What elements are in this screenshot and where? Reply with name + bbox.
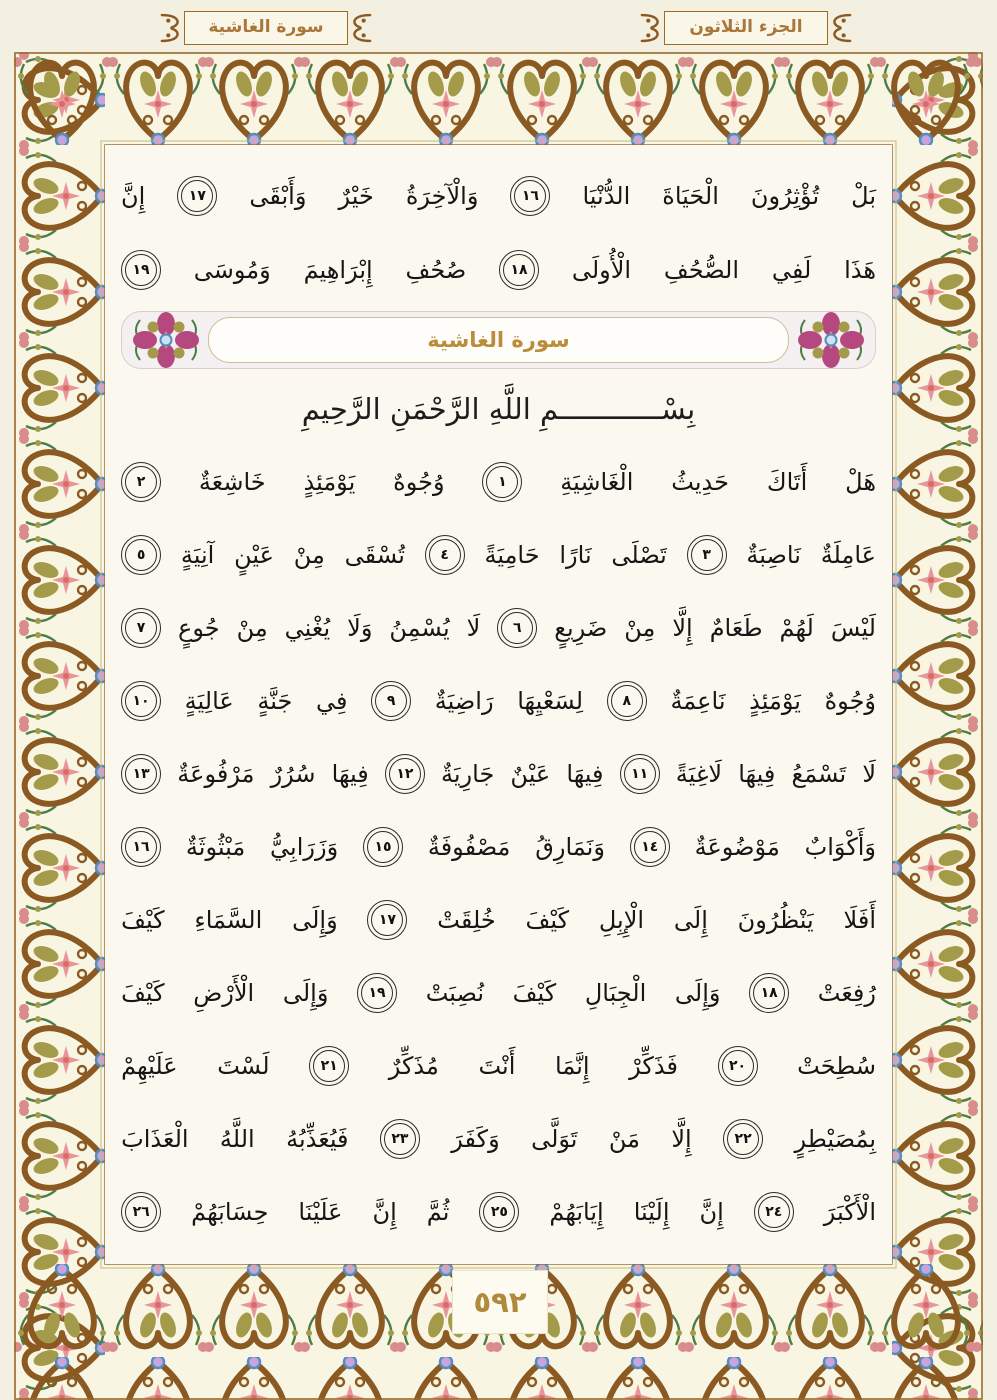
verse-number: ٢٦ bbox=[125, 1196, 157, 1228]
verse-number-badge bbox=[309, 1046, 349, 1086]
quran-word: الْأُولَى bbox=[571, 256, 632, 284]
quran-word: آنِيَةٍ bbox=[180, 540, 215, 569]
quran-word: فِيهَا bbox=[738, 759, 776, 788]
quran-word: بَلْ bbox=[851, 182, 876, 210]
verse-number-badge bbox=[482, 462, 522, 502]
quran-word: عَالِيَةٍ bbox=[184, 686, 234, 715]
bismillah: بِسْــــــــــــمِ اللَّهِ الرَّحْمَنِ الرَّحِيمِ bbox=[301, 392, 696, 426]
quran-word: وَكَفَرَ bbox=[451, 1124, 500, 1153]
quran-word: إِلَيْنَا bbox=[633, 1197, 670, 1226]
verse-number: ٢٠ bbox=[722, 1050, 754, 1082]
quran-word: نَاصِبَةٌ bbox=[746, 540, 801, 569]
quran-word: مَوْضُوعَةٌ bbox=[694, 832, 780, 861]
quran-word: تُؤْثِرُونَ bbox=[750, 182, 820, 210]
verse-number-badge bbox=[357, 973, 397, 1013]
quran-word: مَرْفُوعَةٌ bbox=[177, 759, 255, 788]
quran-word: رُفِعَتْ bbox=[817, 978, 876, 1007]
verse-number-badge bbox=[754, 1192, 794, 1232]
quran-word: هَلْ bbox=[845, 467, 876, 496]
verse-number: ١٦ bbox=[514, 180, 546, 212]
quran-word: تَسْمَعُ bbox=[791, 759, 847, 788]
heart-bracket-icon bbox=[348, 10, 372, 46]
verse-number-badge bbox=[177, 176, 217, 216]
verse-number-badge bbox=[479, 1192, 519, 1232]
quran-word: سُطِحَتْ bbox=[797, 1051, 876, 1080]
verse-number: ١٨ bbox=[503, 254, 535, 286]
verse-number-badge bbox=[371, 681, 411, 721]
quran-word: لَا bbox=[466, 613, 481, 642]
quran-word: وُجُوهٌ bbox=[393, 467, 445, 496]
verse-number-badge bbox=[510, 176, 550, 216]
verse-number-badge bbox=[121, 827, 161, 867]
page-number: ٥٩٢ bbox=[452, 1270, 548, 1334]
verse-number: ٢١ bbox=[313, 1050, 345, 1082]
quran-word: لَسْتَ bbox=[217, 1051, 270, 1080]
quran-word: إِبْرَاهِيمَ bbox=[303, 256, 373, 284]
banner-frame bbox=[121, 311, 876, 369]
verse-line bbox=[121, 664, 876, 737]
verse-number: ٩ bbox=[375, 685, 407, 717]
quran-word: مِنْ bbox=[293, 540, 325, 569]
surah-title-banner bbox=[121, 307, 876, 373]
quran-word: خُلِقَتْ bbox=[437, 905, 496, 934]
verse-number: ٢٤ bbox=[758, 1196, 790, 1228]
quran-word: جَارِيَةٌ bbox=[441, 759, 495, 788]
banner-title-capsule bbox=[208, 317, 789, 363]
quran-word: رَاضِيَةٌ bbox=[434, 686, 494, 715]
quran-word: نَارًا bbox=[559, 540, 592, 569]
quran-word: حِسَابَهُمْ bbox=[191, 1197, 269, 1226]
juz-label: الجزء الثلاثون bbox=[664, 11, 828, 45]
quran-word: إِلَّا bbox=[671, 1124, 692, 1153]
verse-number-badge bbox=[718, 1046, 758, 1086]
quran-word: جُوعٍ bbox=[178, 613, 220, 642]
quran-word: الْأَكْبَرَ bbox=[823, 1197, 876, 1226]
quran-word: أَنْتَ bbox=[478, 1051, 516, 1080]
juz-cartouche bbox=[640, 8, 852, 48]
verse-line bbox=[121, 445, 876, 518]
verse-number-badge bbox=[121, 250, 161, 290]
quran-word: لَاغِيَةً bbox=[675, 759, 723, 788]
verse-line bbox=[121, 159, 876, 233]
heart-bracket-icon bbox=[160, 10, 184, 46]
quran-word: يَوْمَئِذٍ bbox=[749, 686, 801, 715]
verse-number-badge bbox=[363, 827, 403, 867]
quran-word: حَدِيثُ bbox=[671, 467, 729, 496]
quran-word: كَيْفَ bbox=[121, 978, 165, 1007]
verse-line bbox=[121, 1102, 876, 1175]
quran-word: أَتَاكَ bbox=[766, 467, 808, 496]
quran-word: جَنَّةٍ bbox=[257, 686, 293, 715]
quran-word: سُرُرٌ bbox=[270, 759, 316, 788]
verse-number-badge bbox=[385, 754, 425, 794]
heart-bracket-icon bbox=[640, 10, 664, 46]
quran-word: إِيَابَهُمْ bbox=[549, 1197, 604, 1226]
verse-number: ٨ bbox=[611, 685, 643, 717]
verse-number-badge bbox=[607, 681, 647, 721]
quran-word: مُذَكِّرٌ bbox=[388, 1051, 439, 1080]
quran-word: وَأَكْوَابٌ bbox=[804, 832, 876, 861]
verse-number-badge bbox=[425, 535, 465, 575]
quran-word: إِنَّ bbox=[699, 1197, 724, 1226]
quran-word: عَلَيْنَا bbox=[298, 1197, 343, 1226]
verse-number-badge bbox=[121, 462, 161, 502]
surah-name-cartouche bbox=[160, 8, 372, 48]
quran-word: إِلَّا bbox=[672, 613, 693, 642]
quran-word: وَنَمَارِقُ bbox=[535, 832, 605, 861]
quran-word: إِنَّ bbox=[121, 182, 146, 210]
quran-word: إِلَى bbox=[673, 905, 708, 934]
quran-word: مَنْ bbox=[608, 1124, 640, 1153]
quran-word: يَوْمَئِذٍ bbox=[303, 467, 356, 496]
verse-number-badge bbox=[499, 250, 539, 290]
verse-line bbox=[121, 591, 876, 664]
quran-word: وُجُوهٌ bbox=[824, 686, 876, 715]
quran-word: نَاعِمَةٌ bbox=[670, 686, 726, 715]
quran-word: هَذَا bbox=[844, 256, 876, 284]
quran-word: إِنَّ bbox=[372, 1197, 397, 1226]
quran-word: حَامِيَةً bbox=[484, 540, 540, 569]
quran-word: أَفَلَا bbox=[843, 905, 876, 934]
quran-word: يُسْمِنُ bbox=[389, 613, 450, 642]
verse-number-badge bbox=[121, 1192, 161, 1232]
verse-line bbox=[121, 956, 876, 1029]
verse-number: ١٦ bbox=[125, 831, 157, 863]
verse-number: ١٧ bbox=[181, 180, 213, 212]
verse-number: ٢٥ bbox=[483, 1196, 515, 1228]
verse-number: ١٩ bbox=[125, 254, 157, 286]
quran-word: اللَّهُ bbox=[219, 1124, 255, 1153]
quran-word: طَعَامٌ bbox=[709, 613, 763, 642]
quran-word: ثُمَّ bbox=[426, 1197, 450, 1226]
quran-word: تَصْلَى bbox=[611, 540, 667, 569]
quran-word: وَإِلَى bbox=[282, 978, 329, 1007]
quran-word: مَصْفُوفَةٌ bbox=[427, 832, 511, 861]
quran-word: خَيْرٌ bbox=[338, 182, 374, 210]
quran-word: وَإِلَى bbox=[674, 978, 721, 1007]
quran-word: لَيْسَ bbox=[830, 613, 876, 642]
quran-word: فِيهَا bbox=[566, 759, 604, 788]
quran-word: يَنْظُرُونَ bbox=[737, 905, 814, 934]
quran-word: لِسَعْيِهَا bbox=[517, 686, 584, 715]
quran-word: عَيْنٌ bbox=[510, 759, 551, 788]
verse-number-badge bbox=[723, 1119, 763, 1159]
verse-line bbox=[121, 518, 876, 591]
quran-word: صُحُفِ bbox=[405, 256, 467, 284]
verse-number: ٥ bbox=[125, 539, 157, 571]
surah-name-label: سورة الغاشية bbox=[184, 11, 348, 45]
verse-number-badge bbox=[367, 900, 407, 940]
verse-line bbox=[121, 233, 876, 307]
surah-title: سورة الغاشية bbox=[427, 328, 570, 352]
quran-word: مِنْ bbox=[624, 613, 656, 642]
quran-word: فِيهَا bbox=[331, 759, 369, 788]
quran-word: وَالْآخِرَةُ bbox=[405, 182, 479, 210]
quran-word: الْحَيَاةَ bbox=[662, 182, 719, 210]
quran-word: ضَرِيعٍ bbox=[554, 613, 608, 642]
quran-word: تَوَلَّى bbox=[531, 1124, 578, 1153]
verse-number: ٢٢ bbox=[727, 1123, 759, 1155]
heart-bracket-icon bbox=[828, 10, 852, 46]
quran-word: كَيْفَ bbox=[512, 978, 557, 1007]
quran-word: عَلَيْهِمْ bbox=[121, 1051, 178, 1080]
quran-word: الْإِبِلِ bbox=[598, 905, 645, 934]
verse-number-badge bbox=[497, 608, 537, 648]
verse-number: ١٧ bbox=[371, 904, 403, 936]
verse-number: ٢ bbox=[125, 466, 157, 498]
verse-line bbox=[121, 883, 876, 956]
verse-number: ١٠ bbox=[125, 685, 157, 717]
quran-word: إِنَّمَا bbox=[555, 1051, 590, 1080]
quran-word: الْعَذَابَ bbox=[121, 1124, 189, 1153]
verse-number: ١٥ bbox=[367, 831, 399, 863]
quran-word: وَلَا bbox=[347, 613, 373, 642]
verse-number: ٢٣ bbox=[384, 1123, 416, 1155]
verse-number: ١٩ bbox=[361, 977, 393, 1009]
verse-number: ١٤ bbox=[634, 831, 666, 863]
verse-number-badge bbox=[630, 827, 670, 867]
quran-word: يُغْنِي bbox=[284, 613, 331, 642]
verse-line bbox=[121, 810, 876, 883]
verse-number: ٤ bbox=[429, 539, 461, 571]
quran-word: لَهُمْ bbox=[779, 613, 814, 642]
verse-number-badge bbox=[687, 535, 727, 575]
quran-word: تُسْقَى bbox=[344, 540, 405, 569]
quran-word: مَبْثُوثَةٌ bbox=[185, 832, 246, 861]
quran-word: وَأَبْقَى bbox=[249, 182, 307, 210]
quran-word: كَيْفَ bbox=[121, 905, 165, 934]
verse-line bbox=[121, 737, 876, 810]
quran-word: الصُّحُفِ bbox=[663, 256, 740, 284]
verse-number: ٦ bbox=[501, 612, 533, 644]
verse-number: ٣ bbox=[691, 539, 723, 571]
quran-word: فَذَكِّرْ bbox=[629, 1051, 678, 1080]
quran-word: الْغَاشِيَةِ bbox=[560, 467, 634, 496]
verse-number: ١٨ bbox=[753, 977, 785, 1009]
quran-word: الدُّنْيَا bbox=[582, 182, 631, 210]
verse-number-badge bbox=[380, 1119, 420, 1159]
quran-word: الْأَرْضِ bbox=[193, 978, 255, 1007]
verse-number-badge bbox=[121, 608, 161, 648]
rosette-ornament-icon bbox=[795, 312, 867, 368]
quran-word: وَزَرَابِيُّ bbox=[270, 832, 339, 861]
quran-word: عَامِلَةٌ bbox=[820, 540, 876, 569]
verse-line bbox=[121, 1175, 876, 1248]
verse-number-badge bbox=[121, 754, 161, 794]
rosette-ornament-icon bbox=[130, 312, 202, 368]
verse-number-badge bbox=[749, 973, 789, 1013]
quran-word: كَيْفَ bbox=[525, 905, 570, 934]
verse-line bbox=[121, 1029, 876, 1102]
verse-number: ٧ bbox=[125, 612, 157, 644]
quran-word: بِمُصَيْطِرٍ bbox=[794, 1124, 876, 1153]
quran-word: فِي bbox=[316, 686, 348, 715]
text-area bbox=[105, 145, 892, 1264]
verse-number: ١١ bbox=[624, 758, 656, 790]
quran-word: لَفِي bbox=[771, 256, 812, 284]
verse-number-badge bbox=[121, 681, 161, 721]
quran-word: وَمُوسَى bbox=[193, 256, 271, 284]
verse-number-badge bbox=[121, 535, 161, 575]
quran-word: خَاشِعَةٌ bbox=[198, 467, 266, 496]
quran-word: لَا bbox=[862, 759, 876, 788]
quran-word: عَيْنٍ bbox=[234, 540, 274, 569]
quran-word: فَيُعَذِّبُهُ bbox=[286, 1124, 349, 1153]
verse-number-badge bbox=[620, 754, 660, 794]
verse-number: ١٣ bbox=[125, 758, 157, 790]
quran-word: السَّمَاءِ bbox=[194, 905, 263, 934]
quran-word: نُصِبَتْ bbox=[425, 978, 485, 1007]
quran-word: الْجِبَالِ bbox=[584, 978, 647, 1007]
quran-word: مِنْ bbox=[236, 613, 268, 642]
verse-number: ١٢ bbox=[389, 758, 421, 790]
verse-number: ١ bbox=[486, 466, 518, 498]
quran-word: وَإِلَى bbox=[292, 905, 338, 934]
